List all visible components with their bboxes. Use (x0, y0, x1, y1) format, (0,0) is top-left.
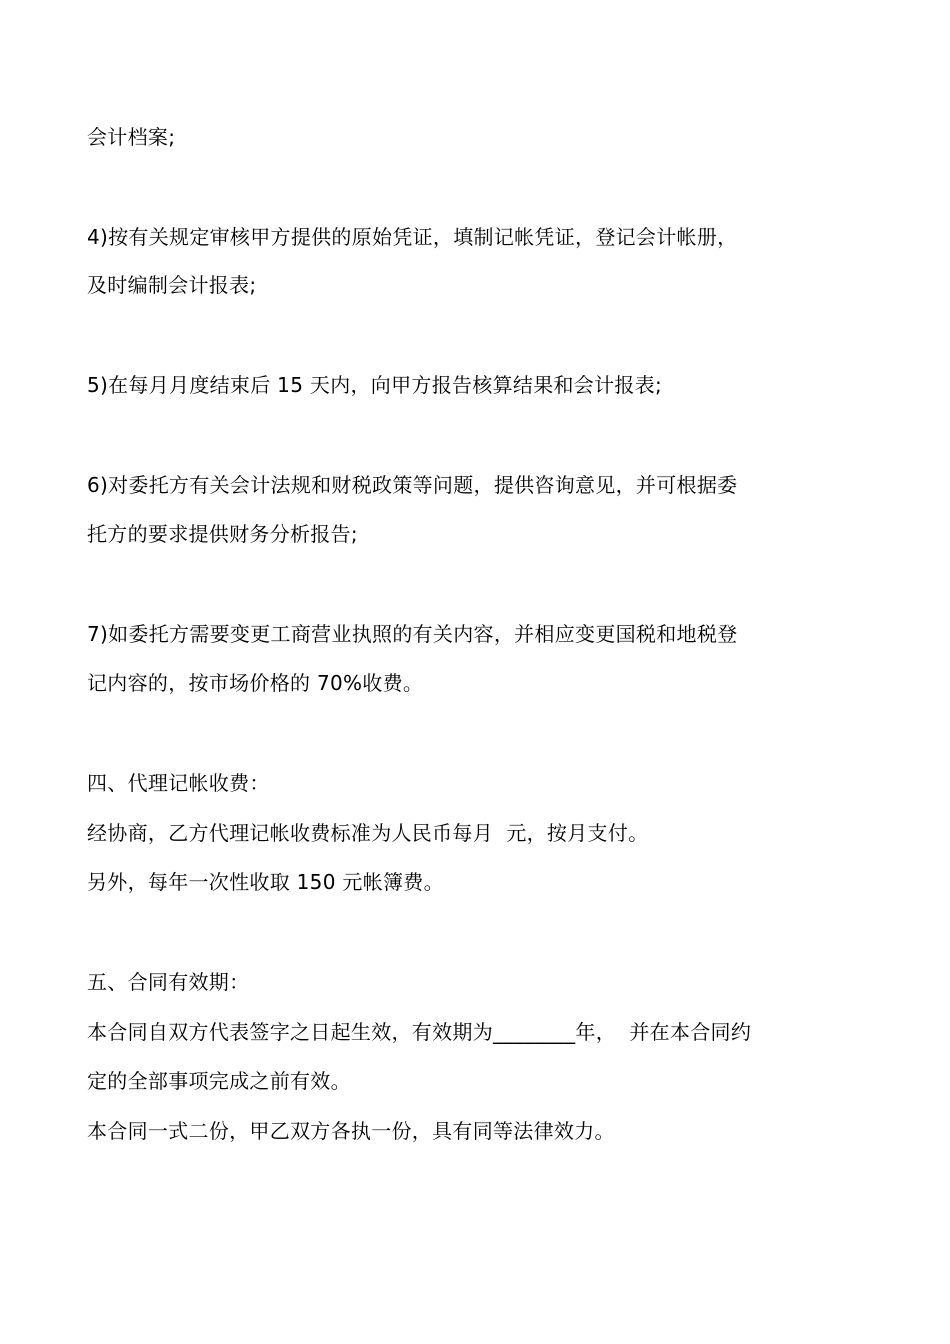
clause-5-line: 5)在每月月度结束后 15 天内，向甲方报告核算结果和会计报表; (87, 373, 663, 397)
fees-line-2: 另外，每年一次性收取 150 元帐簿费。 (87, 870, 444, 894)
clause-7-line-1: 7)如委托方需要变更工商营业执照的有关内容，并相应变更国税和地税登 (87, 622, 738, 646)
term-line-2: 定的全部事项完成之前有效。 (87, 1069, 351, 1093)
clause-4-line-2: 及时编制会计报表; (87, 273, 257, 297)
term-line-1: 本合同自双方代表签字之日起生效，有效期为________年， 并在本合同约 (87, 1020, 752, 1044)
clause-4-line-1: 4)按有关规定审核甲方提供的原始凭证，填制记帐凭证，登记会计帐册， (87, 225, 738, 249)
clause-6-line-2: 托方的要求提供财务分析报告; (87, 522, 358, 546)
section-heading-term: 五、合同有效期： (87, 970, 250, 994)
text-line: 会计档案; (87, 125, 176, 149)
term-line-3: 本合同一式二份，甲乙双方各执一份，具有同等法律效力。 (87, 1119, 615, 1143)
clause-7-line-2: 记内容的，按市场价格的 70%收费。 (87, 671, 424, 695)
section-heading-fees: 四、代理记帐收费： (87, 771, 270, 795)
clause-6-line-1: 6)对委托方有关会计法规和财税政策等问题，提供咨询意见，并可根据委 (87, 473, 738, 497)
fees-line-1: 经协商，乙方代理记帐收费标准为人民币每月 元，按月支付。 (87, 821, 649, 845)
